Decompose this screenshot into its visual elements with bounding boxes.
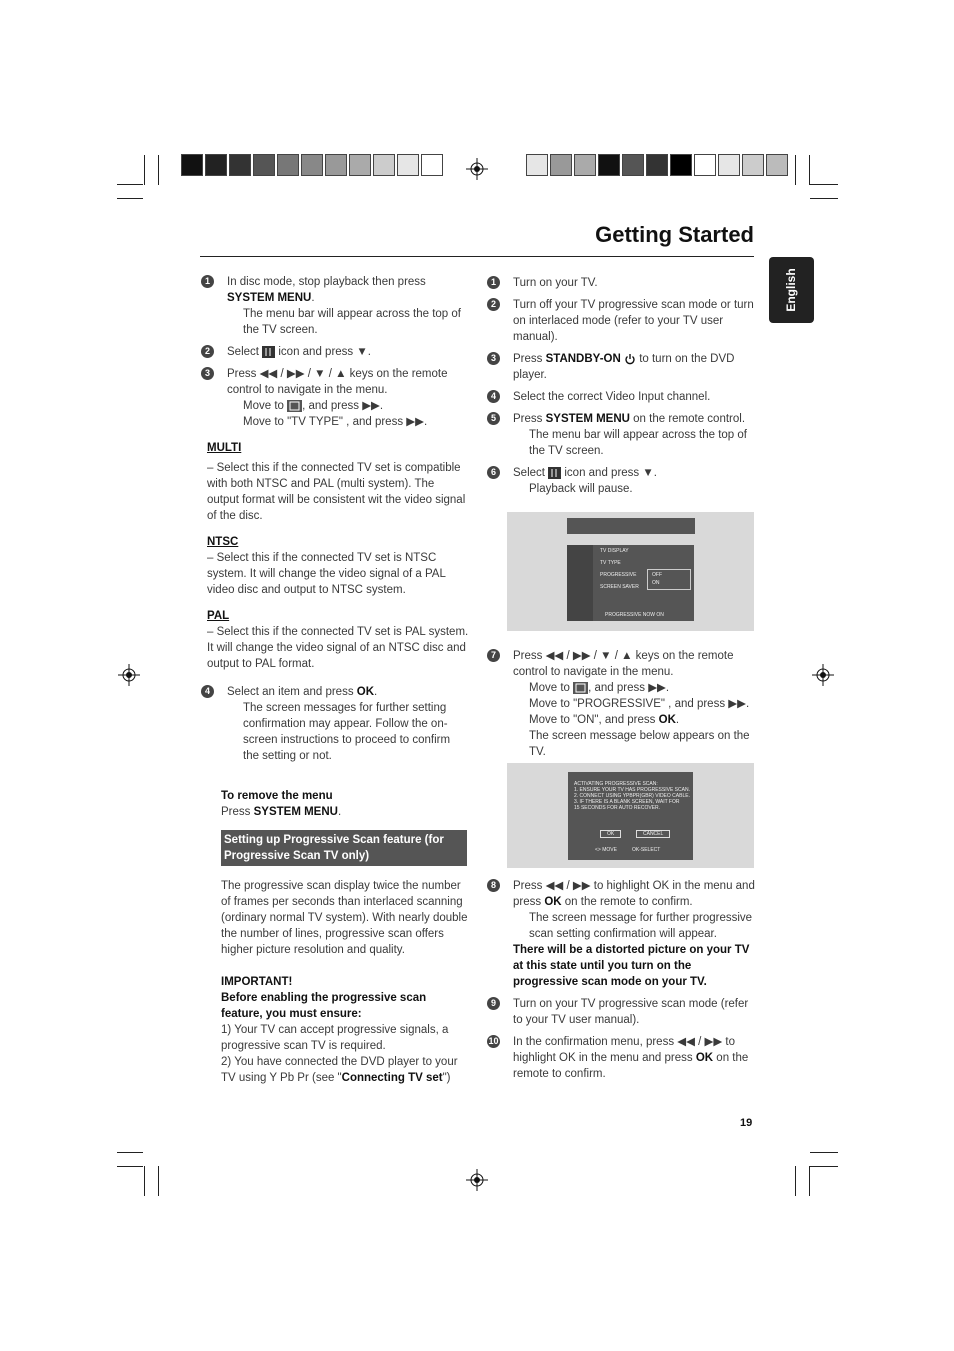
step-note: The screen message for further progressive scan setting confirmation will appear. [529,912,753,940]
color-swatch [181,154,203,176]
color-swatch [550,154,572,176]
step-2 [204,344,469,360]
step-text: In the confirmation menu, press ◀◀ / ▶▶ to highlight OK in the menu and press [513,1036,736,1064]
color-swatch [373,154,395,176]
registration-mark-icon [466,158,488,180]
step-text: Select [227,346,259,358]
step-bold: OK [356,686,375,698]
step-move-bold: OK [658,714,676,726]
registration-mark-icon [118,664,140,686]
step-text: Select an item and press [227,686,354,698]
menu-item: SCREEN SAVER [600,584,639,590]
step-r4 [490,389,755,405]
step-move-text: , and press ▶▶. [302,400,384,412]
section-heading: PAL [207,610,230,622]
color-swatch [229,154,251,176]
step-number: 1 [487,276,500,289]
remove-text: Press [221,806,251,818]
menu-panel [567,545,694,621]
step-move: Move to "ON", and press OK. [529,714,680,726]
color-swatch [670,154,692,176]
color-swatch [766,154,788,176]
step-number: 10 [488,1036,499,1046]
important-item-text: ") [442,1072,451,1084]
message-line: 1. ENSURE YOUR TV HAS PROGRESSIVE SCAN. [574,787,690,793]
step-number: 1 [201,275,214,288]
step-text: Turn on your TV. [513,277,598,289]
step-text: In disc mode, stop playback then press [227,276,426,288]
step-bold: OK [544,896,562,908]
step-number: 8 [487,879,500,892]
setup-menu-icon [262,346,275,358]
color-swatch [694,154,716,176]
hint-select: OK-SELECT [632,847,661,853]
color-swatch [397,154,419,176]
section-text: – Select this if the connected TV set is PAL system. It will change the video signal of an NTSC disc and output to PAL format. [207,626,469,670]
option-on: ON [652,580,660,586]
important-item [221,1054,469,1086]
color-swatch [646,154,668,176]
remove-bold: SYSTEM MENU [253,806,338,818]
crop-mark [144,155,145,185]
crop-mark [810,1152,838,1153]
step-r8 [490,878,755,990]
step-r1 [490,275,755,291]
color-bar-right [526,154,790,176]
option-box [647,569,691,590]
crop-mark [144,1166,145,1196]
progressive-section [207,830,469,1086]
menu-side-icons [567,545,593,621]
step-move [227,398,469,414]
section-text: – Select this if the connected TV set is compatible with both NTSC and PAL (multi system). The output format will be consistent wit the video signal of the disc. [207,462,466,522]
step-text: icon and press ▼. [278,346,371,358]
message-line: 3. IF THERE IS A BLANK SCREEN, WAIT FOR 15 SECONDS FOR AUTO RECOVER. [574,799,680,811]
menu-item: PROGRESSIVE [600,572,637,578]
page-title: Getting Started [595,222,754,247]
color-swatch [277,154,299,176]
step-number: 6 [487,466,500,479]
menu-bar [567,518,695,534]
section-heading: NTSC [207,536,239,548]
language-tab [769,257,814,323]
step-text: Turn on your TV progressive scan mode (refer to your TV user manual). [513,998,749,1026]
registration-mark-icon [466,1169,488,1191]
step-bold: OK [695,1052,714,1064]
step-4: 4 Select an item and press OK. The screen messages for further setting confirmation may appear. Follow the on-screen instructions to proceed to confirm the setting or not. [207,684,469,764]
step-text: on the remote control. [633,413,746,425]
crop-mark [810,198,838,199]
important-item-bold: Connecting TV set [341,1072,443,1084]
crop-mark [158,155,159,185]
step-number: 3 [201,367,214,380]
step-number: 5 [487,412,500,425]
color-swatch [718,154,740,176]
step-3 [204,366,469,430]
step-text: to turn on the DVD player. [513,353,735,381]
color-swatch [598,154,620,176]
step-note: The menu bar will appear across the top of the TV screen. [529,429,747,457]
color-swatch [526,154,548,176]
step-r10 [488,1034,755,1082]
step-text: Press ◀◀ / ▶▶ to highlight OK in the menu and press [513,880,755,908]
color-swatch [205,154,227,176]
color-swatch [301,154,323,176]
step-number: 9 [487,997,500,1010]
cancel-button[interactable]: CANCEL [636,830,670,838]
color-swatch [742,154,764,176]
step-number: 7 [487,649,500,662]
step-text: on the remote to confirm. [564,896,693,908]
step-text: Press [513,353,543,365]
menu-item: TV DISPLAY [600,548,629,554]
hint-move: <> MOVE [595,847,617,853]
crop-mark [158,1166,159,1196]
page-number: 19 [740,1117,753,1129]
important-item-text: 2) You have connected the DVD player to your TV using Y Pb Pr (see " [221,1056,458,1084]
right-column [490,275,755,503]
important-sub: Before enabling the progressive scan feature, you must ensure: [221,992,427,1020]
section-band: Setting up Progressive Scan feature (for Progressive Scan TV only) [221,830,467,866]
remove-heading: To remove the menu [221,790,333,802]
step-r6 [490,465,755,497]
step-warning: There will be a distorted picture on your TV at this state until you turn on the progressive scan mode on your TV. [513,944,750,988]
message-line: ACTIVATING PROGRESSIVE SCAN: [574,781,658,787]
step-bold: SYSTEM MENU [545,413,630,425]
left-column [204,274,469,1086]
step-text: Press ◀◀ / ▶▶ / ▼ / ▲ keys on the remote control to navigate in the menu. [227,368,448,396]
step-r5 [490,411,755,459]
registration-mark-icon [812,664,834,686]
step-text: Turn off your TV progressive scan mode or turn on interlaced mode (refer to your TV user manual). [513,299,754,343]
color-swatch [253,154,275,176]
step-r3 [490,351,755,383]
step-note: The screen message below appears on the TV. [529,730,750,758]
color-bar-left [181,154,445,176]
message-line: 2. CONNECT USING YPBPR(GBR) VIDEO CABLE. [574,793,690,799]
crop-mark [809,155,810,185]
menu-footer: PROGRESSIVE NOW ON [605,612,664,618]
important-heading: IMPORTANT! [221,976,293,988]
power-icon [624,353,636,365]
option-off: OFF [652,572,662,578]
step-number: 2 [201,345,214,358]
step-move [513,680,755,696]
menu-item: TV TYPE [600,560,621,566]
message-box [568,772,693,860]
step-move: Move to "PROGRESSIVE" , and press ▶▶. [529,698,750,710]
title-rule [200,256,754,257]
color-swatch [622,154,644,176]
step-text: icon and press ▼. [564,467,657,479]
section-text: – Select this if the connected TV set is NTSC system. It will change the video signal of a PAL video disc and output to NTSC system. [207,552,446,596]
crop-mark [117,198,143,199]
crop-mark [810,184,838,185]
crop-mark [117,1166,143,1167]
setup-menu-icon [548,467,561,479]
color-swatch [325,154,347,176]
step-number: 3 [487,352,500,365]
color-swatch [421,154,443,176]
step-r7 [490,648,755,760]
step-r9 [490,996,755,1028]
step-text: Press [513,413,543,425]
video-setup-icon [573,682,588,694]
tv-menu-screenshot [507,512,754,631]
step-number: 4 [201,685,214,698]
step-text: Press ◀◀ / ▶▶ / ▼ / ▲ keys on the remote control to navigate in the menu. [513,650,734,678]
step-bold: STANDBY-ON [545,353,621,365]
crop-mark [795,155,796,185]
step-move-text: Move to [243,400,284,412]
step-bold: SYSTEM MENU [227,292,312,304]
remove-menu: To remove the menu Press SYSTEM MENU. [207,788,469,820]
step-text: on the remote to confirm. [513,1052,749,1080]
crop-mark [117,184,143,185]
crop-mark [795,1166,796,1196]
tv-message-screenshot [507,763,754,868]
step-text: Select [513,467,545,479]
color-swatch [349,154,371,176]
color-swatch [574,154,596,176]
step-note: Playback will pause. [529,483,633,495]
step-text: Select the correct Video Input channel. [513,391,711,403]
step-number: 2 [487,298,500,311]
right-column-lower [490,648,755,766]
section-heading: MULTI [207,442,242,454]
right-column-bottom [488,878,755,1088]
video-setup-icon [287,400,302,412]
crop-mark [809,1166,810,1196]
important-item: 1) Your TV can accept progressive signals, a progressive scan TV is required. [221,1024,449,1052]
step-move: Move to "TV TYPE" , and press ▶▶. [243,416,428,428]
step-move-text: Move to "ON", and press [529,714,656,726]
step-note: The menu bar will appear across the top of the TV screen. [243,308,461,336]
crop-mark [810,1166,838,1167]
step-number: 4 [487,390,500,403]
step-1: 1 In disc mode, stop playback then press SYSTEM MENU. The menu bar will appear across the top of the TV screen. [207,274,469,338]
step-r2 [490,297,755,345]
step-note: The screen messages for further setting confirmation may appear. Follow the on-screen instructions to proceed to confirm the setting or not. [243,702,451,762]
crop-mark [117,1152,143,1153]
step-move-text: , and press ▶▶. [588,682,670,694]
ok-button[interactable]: OK [600,830,621,838]
language-tab-label: English [784,268,798,312]
intro-text: The progressive scan display twice the number of frames per seconds than interlaced scanning (ordinary normal TV system). With nearly double the number of lines, progressive scan offers higher picture resolution and quality. [221,880,468,956]
step-move-text: Move to [529,682,570,694]
